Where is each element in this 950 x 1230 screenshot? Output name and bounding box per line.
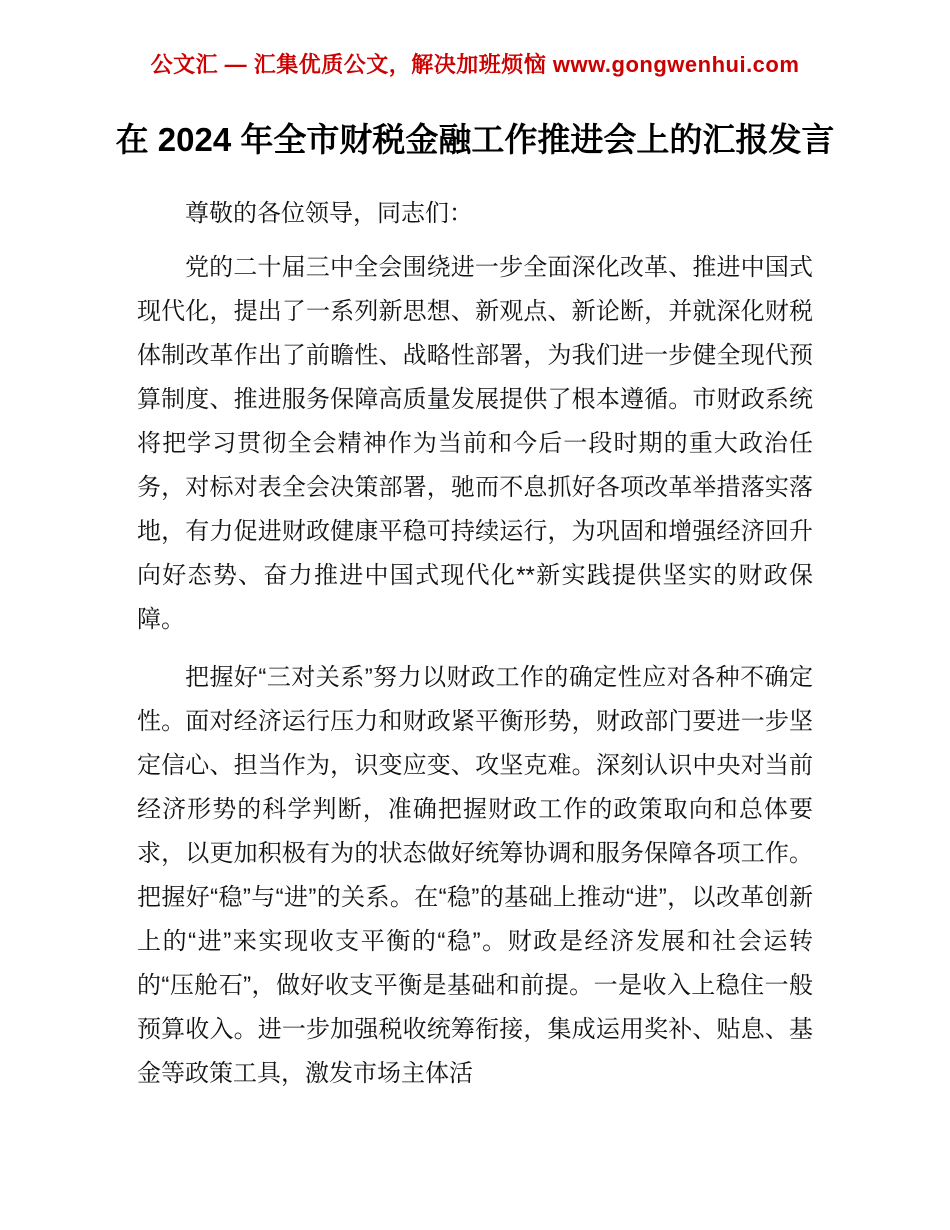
paragraph: 党的二十届三中全会围绕进一步全面深化改革、推进中国式现代化，提出了一系列新思想、新观点、新论断，并就深化财税体制改革作出了前瞻性、战略性部署，为我们进一步健全现代预算制度、推进服务保障高质量发展提供了根本遵循。市财政系统将把学习贯彻全会精神作为当前和今后一段时期的重大政治任务，对标对表全会决策部署，驰而不息抓好各项改革举措落实落地，有力促进财政健康平稳可持续运行，为巩固和增强经济回升向好态势、奋力推进中国式现代化**新实践提供坚实的财政保障。	[137, 254, 813, 634]
document-body	[0, 192, 950, 1096]
paragraph-salutation: 尊敬的各位领导，同志们：	[185, 200, 473, 228]
paragraph: 把握好“三对关系”努力以财政工作的确定性应对各种不确定性。面对经济运行压力和财政紧平衡形势，财政部门要进一步坚定信心、担当作为，识变应变、攻坚克难。深刻认识中央对当前经济形势的科学判断，准确把握财政工作的政策取向和总体要求，以更加积极有为的状态做好统筹协调和服务保障各项工作。把握好“稳”与“进”的关系。在“稳”的基础上推动“进”，以改革创新上的“进”来实现收支平衡的“稳”。财政是经济发展和社会运转的“压舱石”，做好收支平衡是基础和前提。一是收入上稳住一般预算收入。进一步加强税收统筹衔接，集成运用奖补、贴息、基金等政策工具，激发市场主体活	[137, 664, 813, 1088]
document-title: 在 2024 年全市财税金融工作推进会上的汇报发言	[115, 121, 835, 158]
promo-banner: 公文汇 — 汇集优质公文，解决加班烦恼 www.gongwenhui.com	[150, 52, 800, 77]
